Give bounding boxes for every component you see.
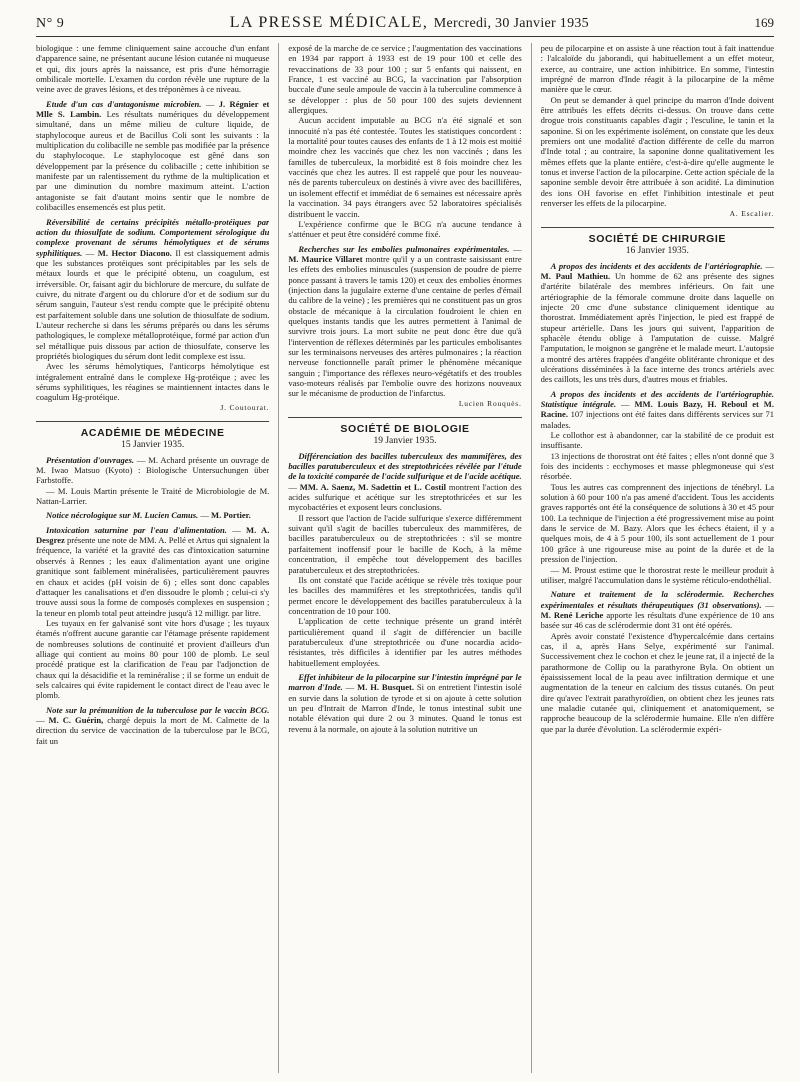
article: A propos des incidents et des accidents de l'artériographie. Statistique intégrale. — MM. Louis Bazy, H. Reboul et M. Racine. 107 injections ont été faites dans différents services sur 71 malades. (540, 388, 775, 430)
section-rule (541, 227, 774, 228)
article: Réversibilité de certains précipités métallo-protéiques par action du thiosulfate de sodium. Comportement sérologique du complexe provenant de sérums hémolytiques et de sérums syphilitiques. — M. Hector Diacono. Il est classiquement admis que les substances protéiques sont précipitables par les sels de métaux lourds et que le précipité obtenu, un coagulum, est irréversible. Or, faisant agir du bichlorure de mercure, du sulfate de cuivre, du nitrate d'argent ou du chlorure d'or et de sodium sur du sérum sanguin, l'auteur s'est rendu compte que le précipité obtenu est parfaitement soluble dans une solution de thiosulfate de sodium. L'auteur recherche si dans les sérums préparés ou dans les sérums pathologiques, le complexe métalloprotéique, formé par action d'un sel métallique puis dissous par action de thiosulfate, conserve les propriétés biologiques du sérum dont ledit complexe est issu. (36, 216, 270, 361)
running-head (36, 14, 774, 37)
article-authors: M. Paul Mathieu. (540, 270, 611, 281)
section-date: 16 Janvier 1935. (625, 246, 689, 257)
paragraph: Avec les sérums hémolytiques, l'anticorps hémolytique est intégralement entraîné dans le complexe Hg-protéique ; avec les sérums syphilitiques, les réagines se maintiennent intactes dans le coagulum Hg-protéique. (36, 361, 270, 403)
article-title: Note sur la prémunition de la tuberculose par le vaccin BCG. (46, 704, 270, 715)
paragraph: Tous les autres cas comprennent des injections de ténébryl. La solution à 60 pour 100 n'a pas amené d'accident. Tous les accidents graves rapportés ont été la conséquence de solutions à 30 et 45 pour 100. La technique de l'injection a été progressivement mise au point dans le service de M. Bazy. Alors que les échecs étaient, il y a quelques mois, de 4 à 5 pour 100, ils sont actuellement de 1 pour 100 grâce à une rigoureuse mise au point de la durée et de la pression de l'injection. (540, 481, 775, 565)
signature: J. Coutourat. (220, 402, 270, 412)
article-authors: M. Maurice Villaret (288, 253, 363, 264)
article: Différenciation des bacilles tuberculeux des mammifères, des bacilles paratuberculeux et des streptothricées révélée par l'étude de la toxicité comparée de l'acide sulfurique et de l'acide acétique. — MM. A. Saenz, M. Sadettin et L. Costil montrent l'action des acides sulfurique et acétique sur les streptothricées et sur les mycobactéries et exposent leurs conclusions. (288, 450, 522, 513)
article: Nature et traitement de la sclérodermie. Recherches expérimentales et résultats thérapeutiques (31 observations). — M. René Leriche apporte les résultats d'une expérience de 10 ans basée sur 46 cas de sclérodermie dont 31 ont été opérés. (540, 589, 775, 631)
paragraph: Aucun accident imputable au BCG n'a été signalé et son innocuité n'a pas été contestée. Toutes les statistiques concordent : la mortalité pour toutes causes des enfants de 1 à 12 mois est moitié moindre chez les vaccinés que chez les non vaccinés ; dans les familles de tuberculeux, la morbidité est 8 fois moindre chez les vaccinés que chez les autres. Il est rappelé que pour les nouveau-nés de parents tuberculeux on destinés à vivre avec des bacillifères, un isolement effectif et immédiat de 6 semaines est nécessaire après la vaccination. 34 pays étrangers avec 52 laboratoires spécialisés distribuent le vaccin. (288, 115, 522, 219)
article-authors: M. René Leriche (540, 609, 604, 620)
article-title: Nature et traitement de la sclérodermie. Recherches expérimentales et résultats thérapeutiques (31 observations). (540, 589, 775, 610)
article-title: Réversibilité de certains précipités métallo-protéiques par action du thiosulfate de sodium. Comportement sérologique du complexe provenant de sérums hémolytiques et de sérums syphilitiques. (36, 216, 270, 258)
article: Etude d'un cas d'antagonisme microbien. — J. Régnier et Mlle S. Lambin. Les résultats numériques du développement simultané, dans un même milieu de culture liquide, de staphylocoque aureus et de Bacillus Coli sont les suivants : la multiplication du colibacille ne semble pas modifiée par la présence du staphylocoque. Le staphylocoque est gêné dans son développement par la présence du colibacille ; cette inhibition se manifeste par un ralentissement du rythme de la multiplication et par une diminution du nombre maximum atteint. L'action antagoniste se fait d'autant moins sentir que le nombre de colibacilles ensemencés est plus petit. (36, 98, 270, 213)
issue-number: N° 9 (36, 16, 65, 31)
article: Effet inhibiteur de la pilocarpine sur l'intestin imprégné par le marron d'Inde. — M. H. Busquet. Si on entretient l'intestin isolé en survie dans la solution de tyrode et si on ajoute à cette solution un peu d'Intrait de Marron d'Inde, le tonus intestinal subit une notable élévation qui dure 2 ou 3 minutes. Quand le tonus est revenu à la normale, on ajoute à la solution nutritive un (288, 671, 522, 734)
column-1 (36, 43, 269, 1073)
article-text: 107 injections ont été faites dans différents services sur 71 malades. (540, 409, 775, 430)
article-title: Intoxication saturnine par l'eau d'alimentation. (46, 524, 227, 535)
column-rule (278, 43, 279, 1073)
article-text: présente une note de MM. A. Pellé et Artus qui signalent la fréquence, la variété et la gravité des cas d'intoxication saturnine observés à Rennes ; les eaux d'alimentation ayant une origine granitique sont faiblement minéralisées, particulièrement pauvres en chaux et acides (pH voisin de 6) ; elles sont donc capables d'attaquer les canalisations et d'en dissoudre le plomb ; celui-ci s'y trouve aussi sous la forme de composés complexes en suspension ; la teneur en plomb total peut atteindre jusqu'à 12 milligr. par litre. (36, 535, 270, 618)
column-rule (531, 43, 532, 1073)
paragraph: L'expérience confirme que le BCG n'a aucune tendance à s'atténuer et peut être considéré comme fixé. (288, 218, 522, 240)
article-title: Différenciation des bacilles tuberculeux des mammifères, des bacilles paratuberculeux et des streptothricées révélée par l'étude de la toxicité comparée de l'acide sulfurique et de l'acide acétique. (288, 450, 522, 482)
article-title: Notice nécrologique sur M. Lucien Camus. (46, 510, 199, 521)
journal-title-line (230, 14, 589, 32)
paragraph: Ils ont constaté que l'acide acétique se révèle très toxique pour les bacilles des mammifères et les streptothricées, tandis qu'il permet encore le développement des bacilles paratuberculeux à la concentration de 10 pour 100. (288, 574, 522, 616)
article-authors: M. Hector Diacono. (97, 247, 172, 258)
article-text: — M. Achard présente un ouvrage de M. Iwao Matsuo (Kyoto) : Biologische Untersuchungen über Farbstoffe. (36, 454, 270, 486)
article-title: A propos des incidents et des accidents de l'artériographie. (550, 260, 763, 271)
article-title: A propos des incidents et des accidents de l'artériographie. Statistique intégrale. (540, 388, 775, 409)
paragraph: On peut se demander à quel principe du marron d'Inde doivent être attribués les effets décrits ci-dessus. On trouve dans cette drogue trois constituants capables d'agir ; l'esculine, le tanin et la saponine. Si on les expérimente isolément, on constate que les deux premiers ont une modalité d'action différente de celle du marron d'Inde total ; au contraire, la saponine donne qualitativement les mêmes effets que la plante entière, c'est-à-dire qu'elle augmente le tonus et inverse l'action de la pilocarpine. Cette action spéciale de la saponine semble devoir être attribuée à son acidité. La diminution des ions OH favorise en effet l'inhibition intestinale et peut renverser les effets de la pilocarpine. (540, 94, 775, 209)
article-title: Recherches sur les embolies pulmonaires expérimentales. (298, 243, 510, 254)
article-title: Etude d'un cas d'antagonisme microbien. (46, 98, 202, 109)
article-authors: M. H. Busquet. (357, 682, 414, 693)
section-title: SOCIÉTÉ DE BIOLOGIE (340, 423, 470, 436)
article: Notice nécrologique sur M. Lucien Camus. — M. Portier. (46, 510, 251, 521)
paragraph: biologique : une femme cliniquement saine accouche d'un enfant d'apparence saine, ne présentant aucune lésion cutanée ni muqueuse et qui, dix jours après la naissance, est pris d'une hémorragie ombilicale mortelle. L'examen du cordon révèle une rupture de la veine avec de graves lésions, et des tréponèmes à ce niveau. (36, 43, 270, 95)
article-authors: M. Portier. (211, 510, 251, 521)
section-date: 19 Janvier 1935. (373, 436, 437, 447)
paragraph: Il ressort que l'action de l'acide sulfurique s'exerce différemment suivant qu'il s'agit de bacilles tuberculeux des mammifères, de bacilles paratuberculeux ou de streptothricées : s'il se montre parfaitement inoffensif pour le bacille de Koch, à la même concentration, il empêche tout développement des bacilles paratuberculeux et des streptothricées. (288, 512, 522, 575)
paragraph: Après avoir constaté l'existence d'hypercalcémie dans certains cas, il a, après Hans Selye, expérimenté sur l'animal. Successivement chez le cochon et chez le jeune rat, il a injecté de la parathormone de Collip ou la parathyrone Byla. On obtient un épaississement local de la peau avec infiltration dermique et une augmentation de la teneur en calcium des tissus cutanés. On peut dire qu'avec l'extrait parathyroïdien, on obtient chez les jeunes rats une maladie cutanée qui, cliniquement et anatomiquement, se rapproche beaucoup de la sclérodermie humaine. Elle n'en diffère que par la durée d'évolution. La sclérodermie expéri- (540, 630, 775, 734)
paragraph: L'application de cette technique présente un grand intérêt particulièrement quand il s'agit de différencier un bacille paratuberculeux d'une streptothricée ou d'une nocardia acido-résistantes, très difficiles à identifier par les autres méthodes habituellement employées. (288, 616, 522, 668)
article-title: Présentation d'ouvrages. (46, 454, 135, 465)
article-authors: M. C. Guérin, (48, 714, 104, 725)
column-3 (541, 43, 774, 1073)
article-text: apporte les résultats d'une expérience de 10 ans basée sur 46 cas de sclérodermie dont 31 ont été opérés. (540, 609, 775, 631)
paragraph: peu de pilocarpine et on assiste à une réaction tout à fait inattendue : l'alcaloïde du jaborandi, qui habituellement a un effet moteur, exerce, au contraire, une action inhibitrice. En somme, l'intestin imprégné de marron d'Inde réagit à la pilocarpine de la même manière que le cœur. (540, 43, 775, 95)
paragraph: — M. Proust estime que le thorostrat reste le meilleur produit à utiliser, malgré l'accumulation dans le système réticulo-endothélial. (540, 564, 775, 585)
issue-date: Mercredi, 30 Janvier 1935 (433, 16, 589, 31)
article-text: Si on entretient l'intestin isolé en survie dans la solution de tyrode et si on ajoute à cette solution un peu d'Intrait de Marron d'Inde, le tonus intestinal subit une notable élévation qui dure 2 ou 3 minutes. Quand le tonus est revenu à la normale, on ajoute à la solution nutritive un (288, 682, 522, 734)
article: Note sur la prémunition de la tuberculose par le vaccin BCG. — M. C. Guérin, chargé depuis la mort de M. Calmette de la direction du service de vaccination de la tuberculose par le BCG, fait un (36, 704, 270, 746)
paragraph: exposé de la marche de ce service ; l'augmentation des vaccinations en 1934 par rapport à 1933 est de 19 pour 100 et celle des revaccinations de 33 pour 100 ; sur 5 enfants qui naissent, en France, 1 est vacciné au BCG, la vaccination par l'absorption buccale d'une seule ampoule de vaccin à la tuberculine commence à se développer : plus de 50 pour 100 des sujets deviennent allergiques. (288, 43, 522, 116)
section-rule (288, 417, 521, 418)
journal-title: LA PRESSE MÉDICALE, (229, 14, 429, 31)
paragraph: Les tuyaux en fer galvanisé sont vite hors d'usage ; les tuyaux étamés n'offrent aucune garantie car l'étamage présente rapidement de nombreuses solutions de continuité et provient d'ailleurs d'un alliage qui contient au moins 80 pour 100 de plomb. Le seul procédé pratique est la clarification de l'eau par l'adjonction de chaux qui la désacidifie et la reminéralise ; il se forme un enduit de sels calcaires qui évite rapidement le contact direct de l'eau avec le plomb. (36, 617, 270, 701)
paragraph: 13 injections de thorostrat ont été faites ; elles n'ont donné que 3 fois des incidents : ecchymoses et masse phlegmoneuse qui s'est résorbée. (540, 450, 775, 482)
article (36, 455, 269, 486)
article-text: Un homme de 62 ans présente des signes d'artérite bilatérale des membres inférieurs. On fait une artériographie de la fémorale commune droite dans laquelle on injecte 20 cmc d'une substance cliniquement identique au thorostrat. Immédiatement après l'injection, le pied est frappé de stupeur artérielle. Dans les jours qui suivent, l'apparition de sphacèle étendu oblige à l'amputation de cuisse. Malgré l'amputation, le moignon se gangrène et le malade meurt. L'autopsie a montré des artères frappées d'angéite oblitérante chronique et des ulcérations disséminées à la face interne des troncs artériels avec des caillots, les uns très durs, d'autres mous et friables. (540, 270, 775, 385)
article: Recherches sur les embolies pulmonaires expérimentales. — M. Maurice Villaret montre qu'il y a un contraste saisissant entre les effets des embolies minuscules (suspension de poudre de pierre ponce passant à travers le tamis 120) et ceux des embolies énormes (injection dans la jugulaire externe d'une centaine de perles d'émail du calibre de la veine) ; les premières qui ne constituent pas un gros obstacle de mécanique à la circulation foudroient le chien en quelques instants tandis que les autres permettent à l'animal de survivre trois jours. La mort subite ne peut donc être due qu'à l'intervention de réflexes déterminés par les particules embolisantes sur les terminaisons nerveuses des artères pulmonaires ; la réaction nerveuse fonctionnelle paraît primer le phénomène mécanique sanguin ; l'importance des réflexes neuro-végétatifs et des troubles vaso-moteurs réalisés par l'embolie ouvre des horizons nouveaux sur le mécanisme de production de l'infarctus. (288, 243, 522, 399)
page-number: 169 (754, 15, 774, 30)
article-authors: MM. A. Saenz, M. Sadettin et L. Costil (299, 481, 446, 492)
article-authors: MM. Louis Bazy, H. Reboul et M. Racine. (540, 399, 774, 420)
article-text: Il est classiquement admis que les substances protéiques sont précipitables par les sels de métaux lourds et que le précipité obtenu, un coagulum, est irréversible. Or, faisant agir du bichlorure de mercure, du sulfate de cuivre, du nitrate d'argent ou du chlorure d'or et de sodium sur du sérum sanguin, l'auteur s'est rendu compte que le précipité obtenu est parfaitement soluble dans une solution de thiosulfate de sodium. L'auteur recherche si dans les sérums préparés ou dans les sérums pathologiques, le complexe métalloprotéique, formé par action d'un sel métallique puis dissous par action de thiosulfate, conserve les propriétés biologiques du sérum dont ledit complexe est issu. (36, 247, 270, 361)
article-text: montrent l'action des acides sulfurique et acétique sur les streptothricées et sur les mycobactéries et exposent leurs conclusions. (288, 481, 522, 513)
article-text: chargé depuis la mort de M. Calmette de la direction du service de vaccination de la tuberculose par le BCG, fait un (36, 714, 270, 746)
article-title: Effet inhibiteur de la pilocarpine sur l'intestin imprégné par le marron d'Inde. (288, 671, 522, 693)
section-date: 15 Janvier 1935. (121, 440, 185, 451)
article: Intoxication saturnine par l'eau d'alimentation. — M. A. Desgrez présente une note de MM. A. Pellé et Artus qui signalent la fréquence, la variété et la gravité des cas d'intoxication saturnine observés à Rennes ; les eaux d'alimentation ayant une origine granitique sont faiblement minéralisées, particulièrement pauvres en chaux et acides (pH voisin de 6) ; elles sont donc capables d'attaquer les canalisations et d'en dissoudre le plomb ; celui-ci s'y trouve aussi sous la forme de composés complexes en suspension ; la teneur en plomb total peut atteindre jusqu'à 12 milligr. par litre. (36, 524, 270, 618)
article-authors: J. Régnier et Mlle S. Lambin. (36, 98, 270, 120)
section-rule (36, 421, 269, 422)
article-authors: M. A. Desgrez (36, 524, 270, 546)
article-text: montre qu'il y a un contraste saisissant entre les effets des embolies minuscules (suspension de poudre de pierre ponce passant à travers le tamis 120) et ceux des embolies énormes (injection dans la jugulaire externe d'une centaine de perles d'émail du calibre de la veine) ; les premières qui ne constituent pas un gros obstacle de mécanique à la circulation foudroient le chien en quelques instants tandis que les autres permettent à l'animal de survivre trois jours. La mort subite ne peut donc être due qu'à l'intervention de réflexes déterminés par les particules embolisantes sur les terminaisons nerveuses des artères pulmonaires ; la réaction nerveuse fonctionnelle paraît primer le phénomène mécanique sanguin ; l'importance des réflexes neuro-végétatifs et des troubles vaso-moteurs réalisés par l'embolie ouvre des horizons nouveaux sur le mécanisme de production de l'infarctus. (288, 253, 522, 399)
paragraph: Le collothor est à abandonner, car la stabilité de ce produit est insuffisante. (540, 430, 775, 451)
text-columns (36, 43, 774, 1073)
signature: Lucien Rouquès. (458, 398, 522, 408)
column-2 (288, 43, 521, 1073)
paragraph: — M. Louis Martin présente le Traité de Microbiologie de M. Nattan-Larrier. (36, 485, 270, 507)
article-text: Les résultats numériques du développement simultané, dans un même milieu de culture liquide, de staphylocoque aureus et de Bacillus Coli sont les suivants : la multiplication du colibacille ne semble pas modifiée par la présence du staphylocoque. Le staphylocoque est gêné dans son développement par la présence du colibacille ; cette inhibition se manifeste par un ralentissement du rythme de la multiplication et par une diminution du nombre maximum atteint. L'action antagoniste se fait d'autant moins sentir que le nombre de colibacilles ensemencés est plus petit. (36, 109, 270, 213)
signature: A. Escalier. (729, 208, 775, 218)
section-title: ACADÉMIE DE MÉDECINE (80, 427, 225, 440)
article: A propos des incidents et des accidents de l'artériographie. — M. Paul Mathieu. Un homme de 62 ans présente des signes d'artérite bilatérale des membres inférieurs. On fait une artériographie de la fémorale commune droite dans laquelle on injecte 20 cmc d'une substance cliniquement identique au thorostrat. Immédiatement après l'injection, le pied est frappé de stupeur artérielle. Dans les jours qui suivent, l'apparition de sphacèle étendu oblige à l'amputation de cuisse. Malgré l'amputation, le moignon se gangrène et le malade meurt. L'autopsie a montré des artères frappées d'angéite oblitérante chronique et des ulcérations disséminées à la face interne des troncs artériels avec des caillots, les uns très durs, d'autres mous et friables. (540, 260, 775, 385)
section-title: SOCIÉTÉ DE CHIRURGIE (588, 232, 727, 245)
